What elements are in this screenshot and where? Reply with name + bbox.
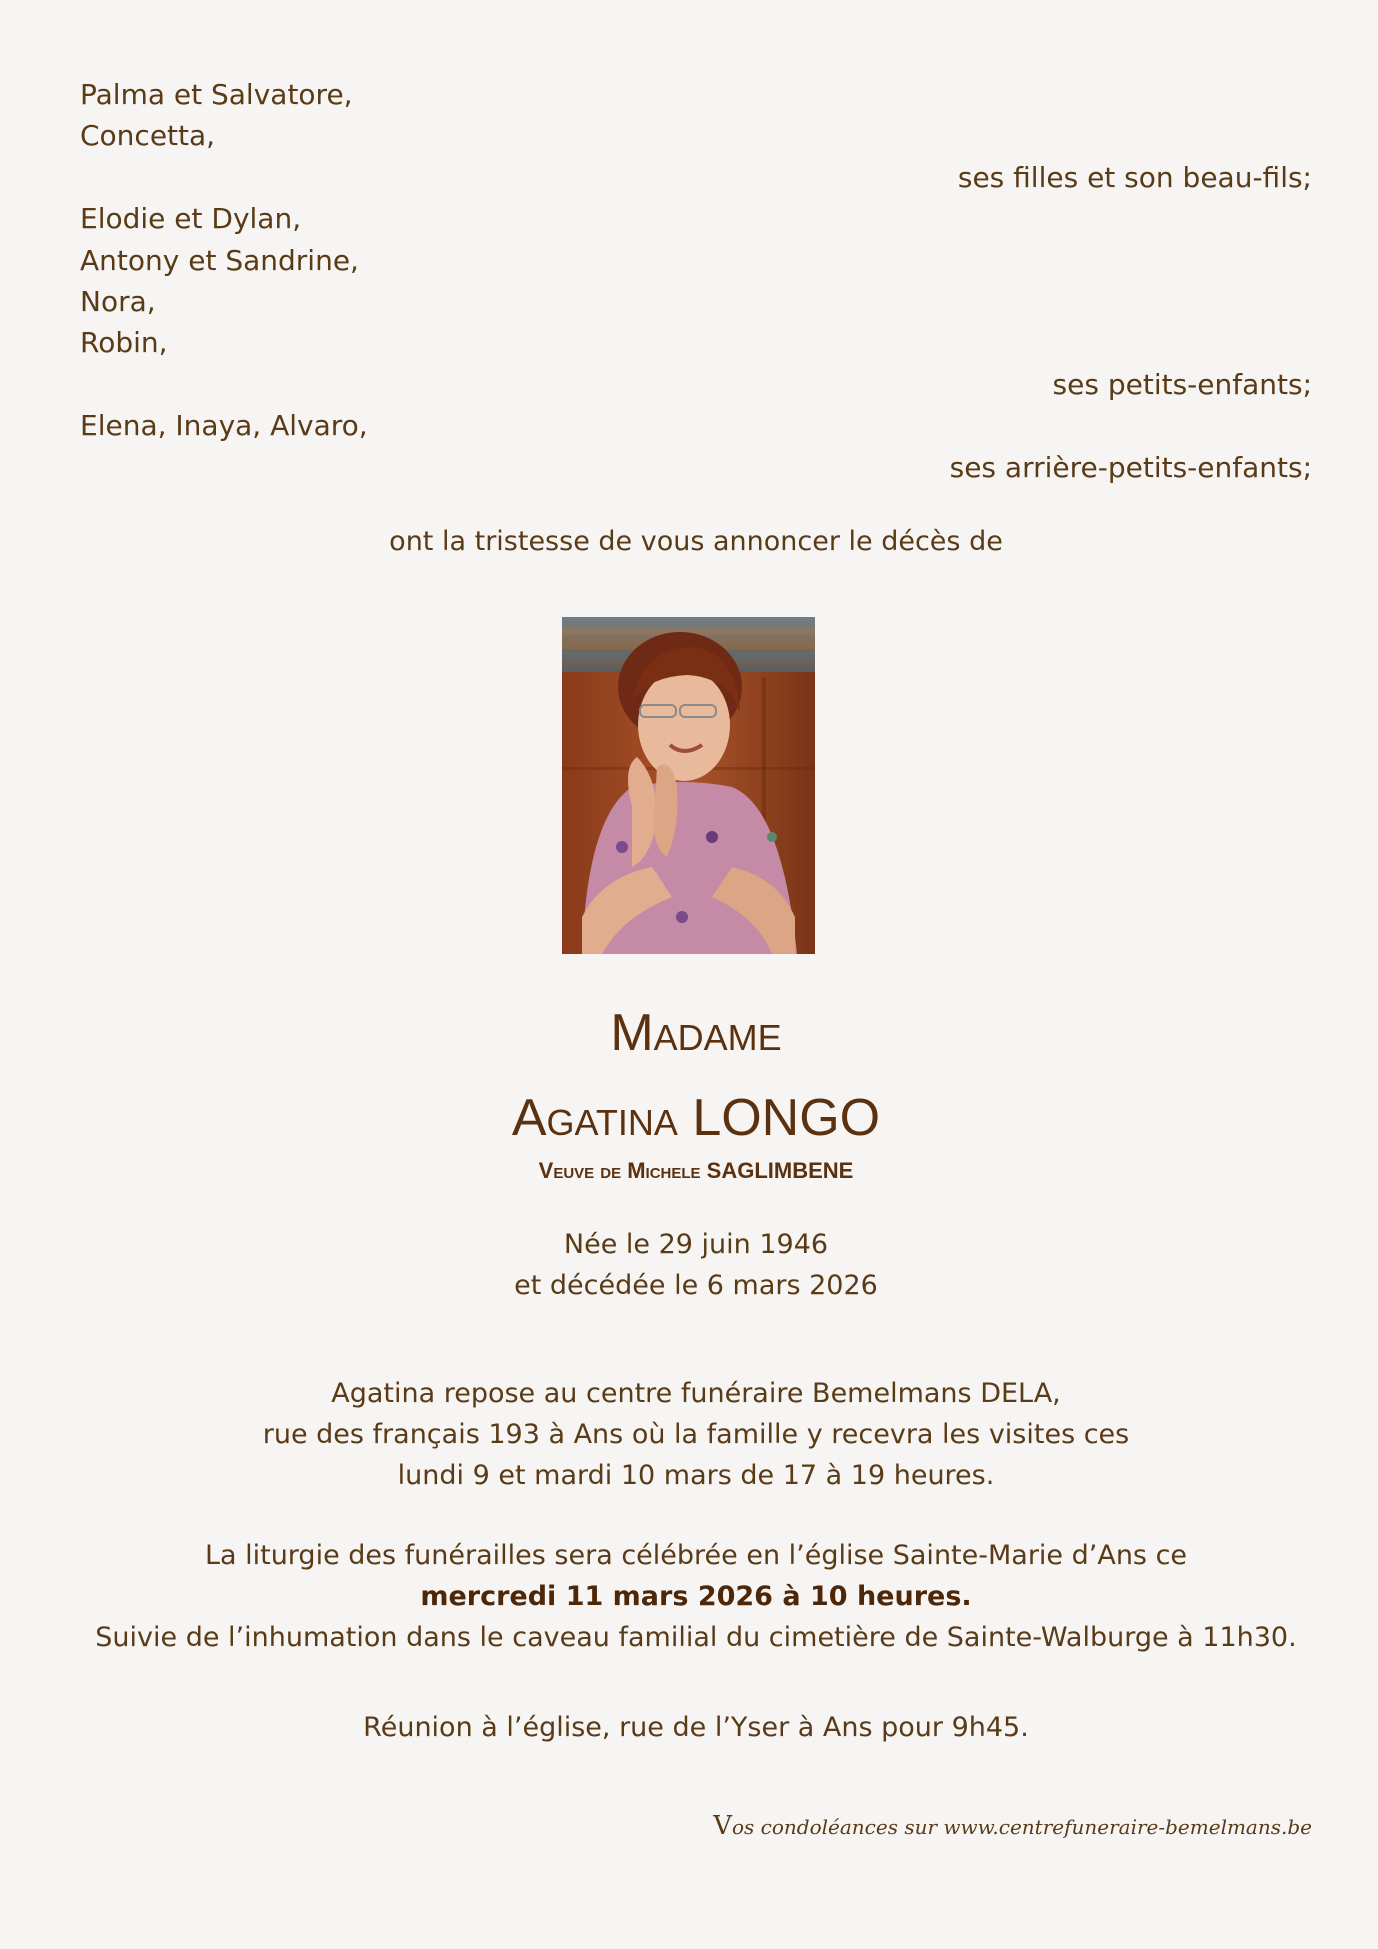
widow-of: Veuve de Michele SAGLIMBENE (538, 1158, 854, 1183)
repose-line: rue des français 193 à Ans où la famille y recevra les visites ces (262, 1419, 1130, 1450)
liturgy-line: La liturgie des funérailles sera célébrée en l’église Sainte-Marie d’Ans ce (204, 1540, 1188, 1571)
portrait-illustration (562, 617, 815, 954)
footer-initial: V (713, 1811, 733, 1841)
family-relation: ses filles et son beau-fils; (957, 160, 1312, 194)
family-relation: ses petits-enfants; (1052, 367, 1312, 401)
family-relation: ses arrière-petits-enfants; (949, 450, 1312, 484)
condolences-footer (713, 1811, 1312, 1841)
family-line: Concetta, (80, 119, 216, 153)
reunion-text: Réunion à l’église, rue de l’Yser à Ans pour 9h45. (363, 1712, 1029, 1743)
repose-line: lundi 9 et mardi 10 mars de 17 à 19 heures. (397, 1460, 995, 1491)
announcement-text: ont la tristesse de vous annoncer le décès de (389, 526, 1003, 557)
deceased-name: Agatina LONGO (511, 1089, 881, 1147)
family-line: Nora, (80, 284, 156, 318)
family-line: Robin, (80, 326, 168, 360)
repose-line: Agatina repose au centre funéraire Bemelmans DELA, (331, 1378, 1061, 1409)
family-line: Palma et Salvatore, (80, 78, 353, 111)
life-dates (0, 1224, 1378, 1306)
liturgy-section (0, 1535, 1378, 1658)
liturgy-date: mercredi 11 mars 2026 à 10 heures. (420, 1581, 972, 1612)
death-date: et décédée le 6 mars 2026 (514, 1270, 878, 1301)
birth-date: Née le 29 juin 1946 (563, 1229, 829, 1260)
family-line: Elena, Inaya, Alvaro, (80, 409, 368, 443)
family-list (80, 74, 1312, 488)
repose-section (0, 1373, 1378, 1496)
portrait-photo (562, 617, 815, 954)
liturgy-line: Suivie de l’inhumation dans le caveau familial du cimetière de Sainte-Walburge à 11h30. (95, 1622, 1297, 1653)
family-line: Elodie et Dylan, (80, 202, 302, 236)
footer-text: os condoléances sur www.centrefuneraire-bemelmans.be (732, 1815, 1312, 1839)
family-line: Antony et Sandrine, (80, 243, 359, 277)
title-salutation: Madame (610, 1004, 782, 1062)
